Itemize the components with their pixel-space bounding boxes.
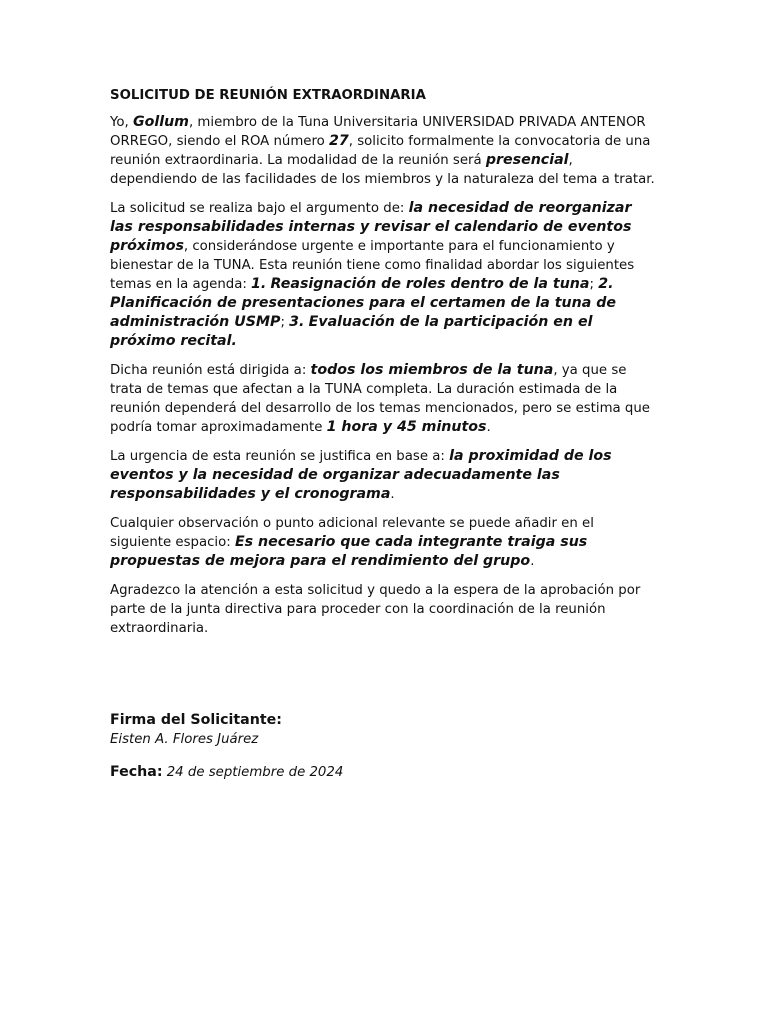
- signature-label: Firma del Solicitante:: [110, 712, 282, 728]
- text: , solicito formalmente la convocatoria de una reunión extraordinaria. La modalidad de la reunión será: [110, 134, 651, 168]
- urgency-reason: la proximidad de los eventos y la necesidad de organizar adecuadamente las responsabilidades y el cronograma: [110, 448, 612, 502]
- agenda-item-1: Reasignación de roles dentro de la tuna: [270, 276, 590, 292]
- date-value: 24 de septiembre de 2024: [162, 765, 344, 780]
- text: , considerándose urgente e importante para el funcionamiento y bienestar de la TUNA. Esta reunión tiene como finalidad abordar los siguientes temas en la agenda:: [110, 239, 635, 292]
- text: Yo,: [110, 115, 133, 130]
- text: , miembro de la Tuna Universitaria UNIVERSIDAD PRIVADA ANTENOR ORREGO, siendo el ROA número: [110, 115, 646, 149]
- meeting-duration: 1 hora y 45 minutos: [326, 419, 487, 435]
- paragraph-request: [110, 113, 658, 189]
- meeting-modality: presencial: [485, 152, 569, 168]
- paragraph-urgency: [110, 447, 658, 504]
- agenda-item-2-number: 2.: [598, 276, 614, 292]
- text: La urgencia de esta reunión se justifica en base a:: [110, 449, 450, 464]
- request-argument: la necesidad de reorganizar las responsabilidades internas y revisar el calendario de eventos próximos: [110, 200, 632, 254]
- agenda-item-1-number: 1.: [251, 276, 267, 292]
- text: La solicitud se realiza bajo el argumento de:: [110, 201, 409, 216]
- meeting-audience: todos los miembros de la tuna: [310, 362, 554, 378]
- roa-number: 27: [329, 133, 349, 149]
- text: Dicha reunión está dirigida a:: [110, 363, 311, 378]
- text: , dependiendo de las facilidades de los miembros y la naturaleza del tema a tratar.: [110, 153, 655, 187]
- text: ;: [280, 315, 290, 330]
- document-title: SOLICITUD DE REUNIÓN EXTRAORDINARIA: [110, 88, 426, 103]
- paragraph-closing: Agradezco la atención a esta solicitud y quedo a la espera de la aprobación por parte de la junta directiva para proceder con la coordinación de la reunión extraordinaria.: [110, 583, 641, 636]
- agenda-item-2: Planificación de presentaciones para el certamen de la tuna de administración USMP: [110, 295, 617, 330]
- document-body: [110, 86, 658, 648]
- text: ;: [589, 277, 599, 292]
- paragraph-observations: [110, 514, 658, 571]
- date-line: [110, 761, 658, 780]
- text: .: [390, 487, 395, 502]
- signature-block: [110, 711, 658, 780]
- signer-name: Eisten A. Flores Juárez: [110, 732, 259, 747]
- paragraph-audience: [110, 361, 658, 437]
- text: , ya que se trata de temas que afectan a la TUNA completa. La duración estimada de la reunión dependerá del desarrollo de los temas mencionados, pero se estima que podría tomar aproximadamente: [110, 363, 650, 435]
- text: .: [486, 420, 491, 435]
- paragraph-argument: [110, 199, 658, 351]
- text: .: [530, 554, 535, 569]
- agenda-item-3-number: 3.: [289, 314, 305, 330]
- text: .: [231, 333, 237, 349]
- date-label: Fecha:: [110, 764, 163, 780]
- text: Cualquier observación o punto adicional relevante se puede añadir en el siguiente espacio:: [110, 516, 594, 550]
- agenda-item-3: Evaluación de la participación en el próximo recital: [110, 314, 593, 349]
- additional-note: Es necesario que cada integrante traiga sus propuestas de mejora para el rendimiento del grupo: [110, 534, 588, 569]
- member-name: Gollum: [132, 114, 189, 130]
